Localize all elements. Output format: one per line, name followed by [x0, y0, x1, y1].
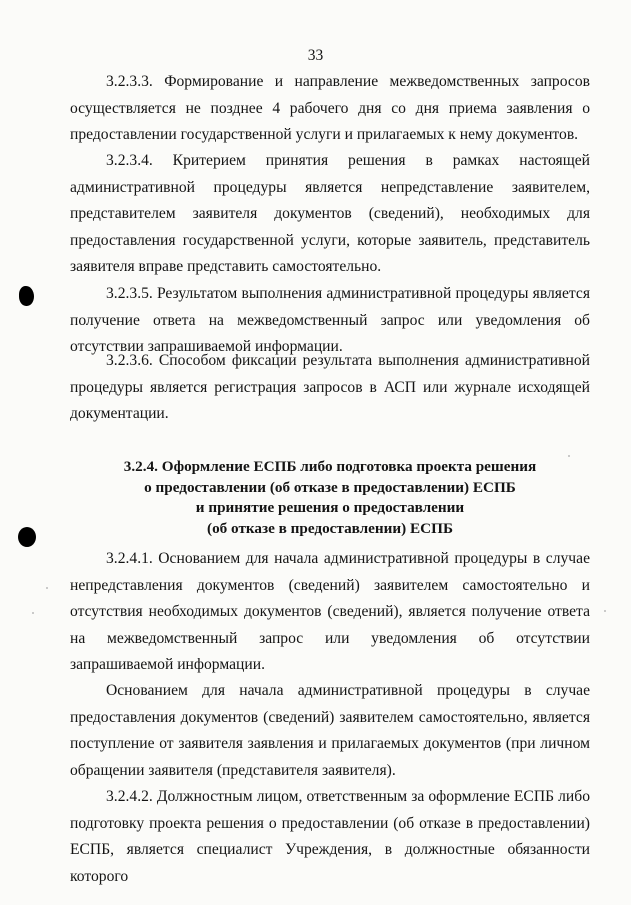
binder-hole-mark	[18, 527, 36, 547]
paragraph-3-2-4-1: 3.2.4.1. Основанием для начала административной процедуры в случае непредставления документов (сведений) заявителем самостоятельно и отсутствия необходимых документов (сведений), является получение ответа на межведомственный запрос или уведомления об отсутствии запрашиваемой информации.	[70, 550, 590, 673]
paragraph-3-2-3-3: 3.2.3.3. Формирование и направление межведомственных запросов осуществляется не позднее 4 рабочего дня со дня приема заявления о предоставлении государственной услуги и прилагаемых к нему документов.	[70, 73, 590, 143]
section-heading-line: и принятие решения о предоставлении	[195, 499, 465, 516]
scan-speck	[32, 612, 34, 614]
section-heading-line: о предоставлении (об отказе в предоставлении) ЕСПБ	[144, 478, 516, 496]
section-heading-line: (об отказе в предоставлении) ЕСПБ	[207, 519, 453, 537]
scan-speck	[568, 455, 570, 457]
section-heading	[70, 457, 590, 539]
paragraph-3-2-4-2: 3.2.4.2. Должностным лицом, ответственным за оформление ЕСПБ либо подготовку проекта решения о предоставлении (об отказе в предоставлении) ЕСПБ, является специалист Учреждения, в должностные обязанности которого	[70, 788, 590, 885]
scan-speck	[46, 587, 48, 589]
section-heading-line: 3.2.4. Оформление ЕСПБ либо подготовка проекта решения	[123, 458, 537, 475]
paragraph-3-2-4-1-continued: Основанием для начала административной процедуры в случае предоставления документов (сведений) заявителем самостоятельно, является поступление от заявителя заявления и прилагаемых документов (при личном обращении заявителя (представителя заявителя).	[70, 682, 590, 779]
binder-hole-mark	[19, 286, 34, 306]
paragraph-3-2-3-4: 3.2.3.4. Критерием принятия решения в рамках настоящей административной процедуры является непредставление заявителем, представителем заявителя документов (сведений), необходимых для предоставления государственной услуги, которые заявитель, представитель заявителя вправе представить самостоятельно.	[70, 152, 590, 275]
paragraph-3-2-3-6: 3.2.3.6. Способом фиксации результата выполнения административной процедуры является регистрация запросов в АСП или журнале исходящей документации.	[70, 352, 590, 422]
paragraph-3-2-3-5: 3.2.3.5. Результатом выполнения административной процедуры является получение ответа на межведомственный запрос или уведомления об отсутствии запрашиваемой информации.	[70, 285, 590, 355]
page-number: 33	[307, 47, 324, 64]
scan-speck	[604, 610, 606, 612]
